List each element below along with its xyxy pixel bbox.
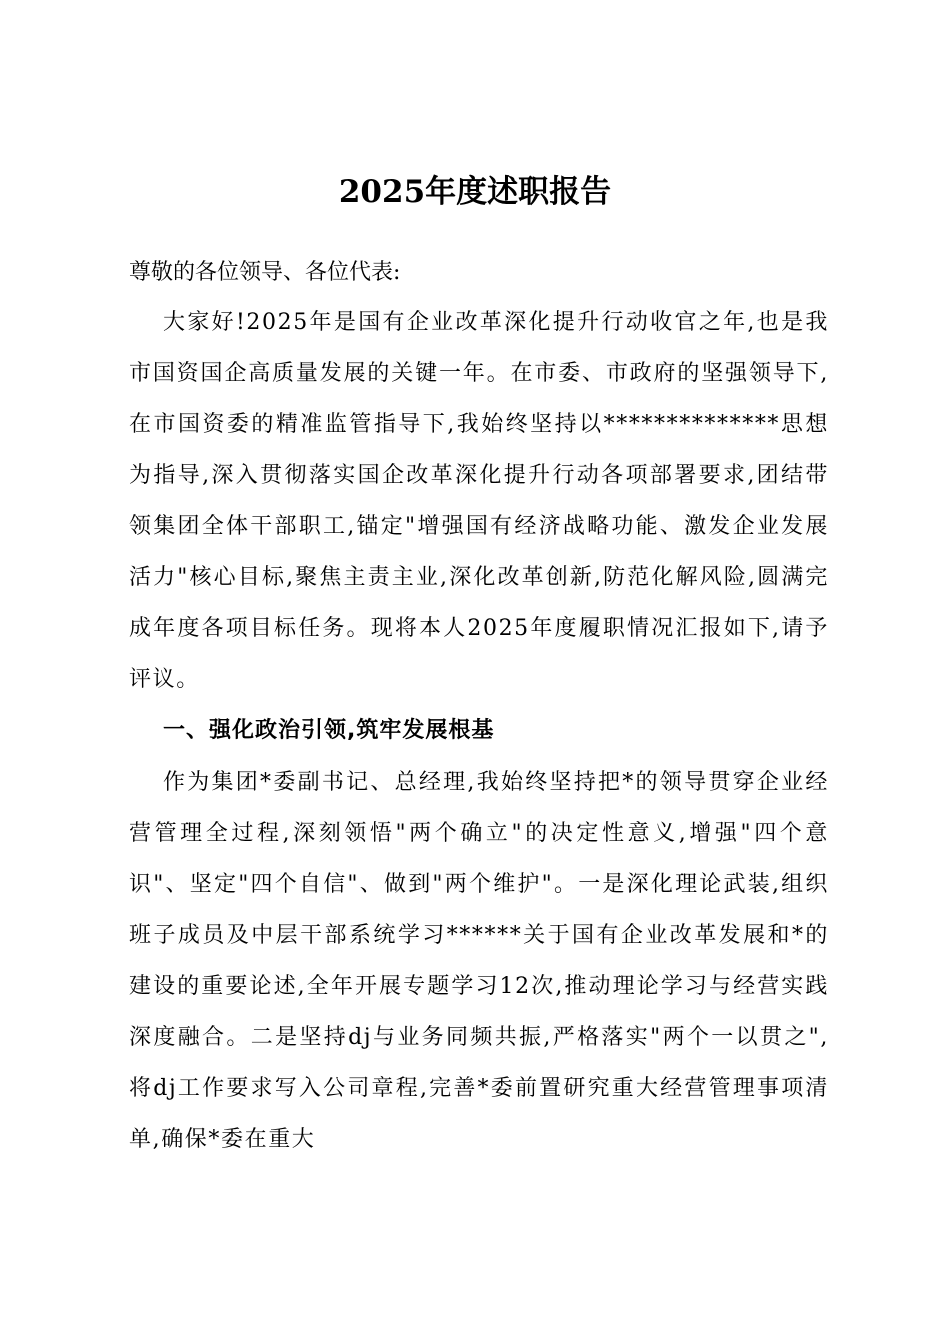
salutation: 尊敬的各位领导、各位代表: xyxy=(129,260,401,285)
section-1-paragraph: 作为集团*委副书记、总经理,我始终坚持把*的领导贯穿企业经营管理全过程,深刻领悟"两个确立"的决定性意义,增强"四个意识"、坚定"四个自信"、做到"两个维护"。一是深化理论武装,组织班子成员及中层干部系统学习******关于国有企业改革发展和*的建设的重要论述,全年开展专题学习12次,推动理论学习与经营实践深度融合。二是坚持dj与业务同频共振,严格落实"两个一以贯之",将dj工作要求写入公司章程,完善*委前置研究重大经营管理事项清单,确保*委在重大 xyxy=(129,770,829,1152)
document-title: 2025年度述职报告 xyxy=(338,174,612,210)
document-body xyxy=(129,248,829,1165)
section-heading-1: 一、强化政治引领,筑牢发展根基 xyxy=(163,718,495,743)
intro-paragraph: 大家好!2025年是国有企业改革深化提升行动收官之年,也是我市国资国企高质量发展的关键一年。在市委、市政府的坚强领导下,在市国资委的精准监管指导下,我始终坚持以**************思想为指导,深入贯彻落实国企改革深化提升行动各项部署要求,团结带领集团全体干部职工,锚定"增强国有经济战略功能、激发企业发展活力"核心目标,聚焦主责主业,深化改革创新,防范化解风险,圆满完成年度各项目标任务。现将本人2025年度履职情况汇报如下,请予评议。 xyxy=(129,310,829,692)
